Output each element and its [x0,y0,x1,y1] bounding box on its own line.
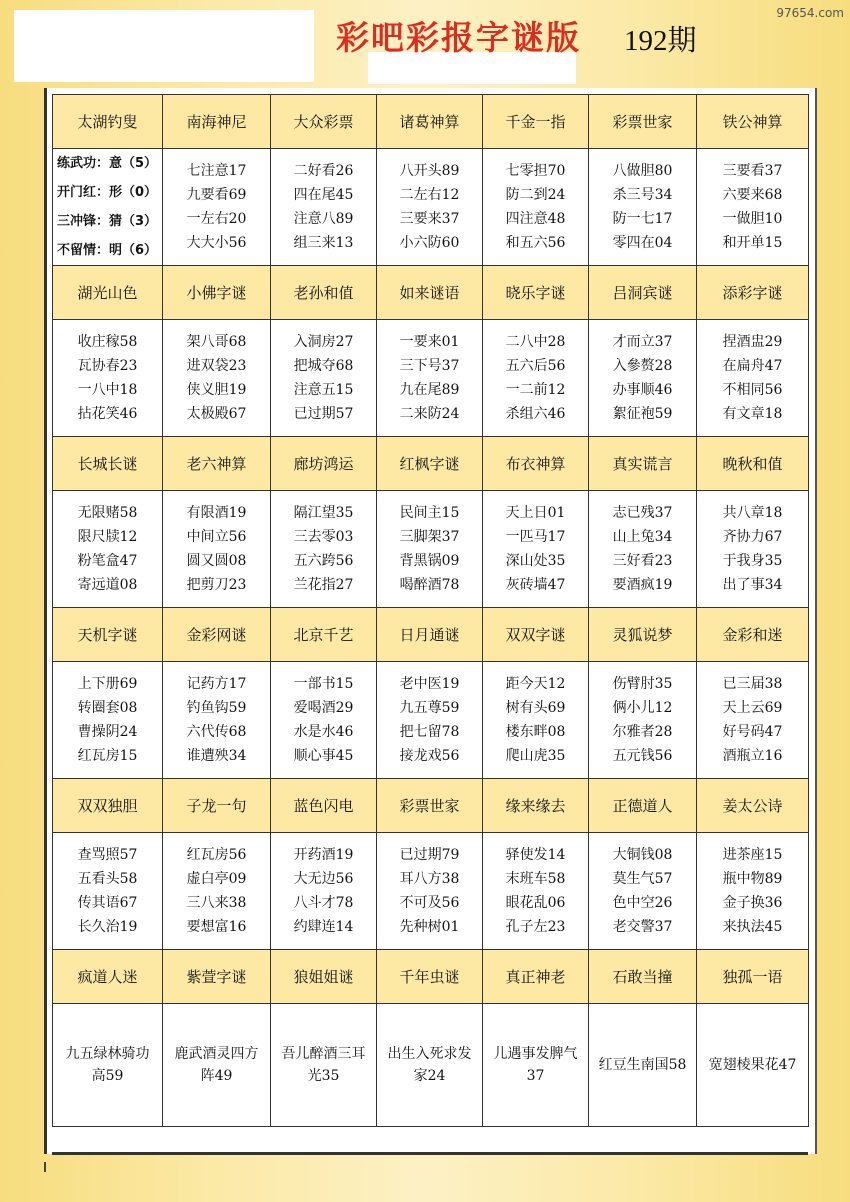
riddle-line: 民间主15 [399,505,460,521]
riddle-line: 有文章18 [722,406,783,422]
riddle-line: 零四在04 [612,235,673,251]
riddle-line: 红豆生南国58 [598,1057,687,1073]
column-name-cell: 正德道人 [589,779,697,833]
riddle-line: 限尺牍12 [77,529,138,545]
riddle-line: 查骂照57 [77,847,138,863]
column-name-cell: 北京千艺 [271,608,377,662]
riddle-line: 四在尾45 [293,187,354,203]
column-name-cell: 南海神尼 [163,95,271,149]
riddle-line: 办事顺46 [612,382,673,398]
riddle-line: 一做胆10 [722,211,783,227]
riddle-line: 吾儿醉酒三耳 [281,1046,366,1062]
riddle-line: 山上兔34 [612,529,673,545]
riddle-line: 大无边56 [293,871,354,887]
riddle-cell [53,149,163,266]
riddle-line: 灰砖墙47 [505,577,566,593]
riddle-line: 不可及56 [399,895,460,911]
riddle-line: 老交警37 [612,919,673,935]
riddle-cell [589,833,697,950]
riddle-line: 在扁舟47 [722,358,783,374]
riddle-line: 三好看23 [612,553,673,569]
riddle-line: 出生入死求发 [387,1046,472,1062]
riddle-line: 有限酒19 [186,505,247,521]
riddle-line: 七注意17 [186,163,247,179]
riddle-line: 约肆连14 [293,919,354,935]
table-bottom-rule [52,1152,808,1155]
section-header-row [53,950,809,1004]
riddle-cell [377,149,483,266]
riddle-line: 八斗才78 [293,895,354,911]
riddle-cell [53,320,163,437]
riddle-line: 楼东畔08 [505,724,566,740]
riddle-table [52,94,809,1127]
riddle-cell [271,833,377,950]
column-name-cell: 双双字谜 [483,608,589,662]
riddle-line: 末班车58 [505,871,566,887]
riddle-line: 五看头58 [77,871,138,887]
riddle-line: 大铜钱08 [612,847,673,863]
riddle-line: 注意五15 [293,382,354,398]
riddle-line: 太极殿67 [186,406,247,422]
column-name-cell: 晓乐字谜 [483,266,589,320]
column-name-cell: 金彩和迷 [697,608,809,662]
riddle-cell [483,833,589,950]
riddle-line: 无限赌58 [77,505,138,521]
riddle-cell [163,662,271,779]
riddle-line: 儿遇事发脾气 [493,1046,578,1062]
riddle-cell [163,320,271,437]
riddle-line: 瓦协春23 [77,358,138,374]
column-name-cell: 晚秋和值 [697,437,809,491]
riddle-line: 高59 [91,1068,124,1084]
riddle-line: 兰花指27 [293,577,354,593]
riddle-line: 拈花笑46 [77,406,138,422]
riddle-line: 耳八方38 [399,871,460,887]
riddle-line: 注意八89 [293,211,354,227]
frame-tick [44,1162,46,1172]
column-name-cell: 蓝色闪电 [271,779,377,833]
riddle-line: 已过期79 [399,847,460,863]
riddle-cell [377,1004,483,1127]
riddle-line: 开门红：形（0） [57,185,158,200]
riddle-line: 絮征袍59 [612,406,673,422]
column-name-cell: 疯道人迷 [53,950,163,1004]
riddle-line: 二八中28 [505,334,566,350]
riddle-line: 才而立37 [612,334,673,350]
riddle-line: 尔雅者28 [612,724,673,740]
riddle-line: 伤臂肘35 [612,676,673,692]
riddle-line: 眼花乱06 [505,895,566,911]
riddle-line: 二来防24 [399,406,460,422]
column-name-cell: 紫萱字谜 [163,950,271,1004]
riddle-line: 三八来38 [186,895,247,911]
riddle-cell [377,833,483,950]
riddle-line: 虚白亭09 [186,871,247,887]
riddle-cell [53,1004,163,1127]
riddle-line: 齐协力67 [722,529,783,545]
riddle-line: 二好看26 [293,163,354,179]
column-name-cell: 千金一指 [483,95,589,149]
column-name-cell: 彩票世家 [589,95,697,149]
section-body-row [53,491,809,608]
riddle-line: 八开头89 [399,163,460,179]
riddle-line: 爬山虎35 [505,748,566,764]
column-name-cell: 双双独胆 [53,779,163,833]
riddle-line: 于我身35 [722,553,783,569]
riddle-line: 侠义胆19 [186,382,247,398]
riddle-line: 色中空26 [612,895,673,911]
riddle-line: 五元钱56 [612,748,673,764]
column-name-cell: 老孙和值 [271,266,377,320]
riddle-line: 五六跨56 [293,553,354,569]
riddle-line: 组三来13 [293,235,354,251]
riddle-line: 志已残37 [612,505,673,521]
riddle-line: 天上云69 [722,700,783,716]
riddle-cell [53,491,163,608]
column-name-cell: 添彩字谜 [697,266,809,320]
column-name-cell: 石敢当撞 [589,950,697,1004]
riddle-line: 隔江望35 [293,505,354,521]
section-header-row [53,437,809,491]
riddle-line: 五六后56 [505,358,566,374]
riddle-cell [483,491,589,608]
riddle-cell [163,149,271,266]
riddle-line: 九五尊59 [399,700,460,716]
riddle-line: 粉笔盒47 [77,553,138,569]
riddle-line: 宽翅棱果花47 [708,1057,797,1073]
riddle-cell [483,1004,589,1127]
riddle-cell [483,320,589,437]
column-name-cell: 日月通谜 [377,608,483,662]
column-name-cell: 吕洞宾谜 [589,266,697,320]
riddle-cell [589,662,697,779]
riddle-line: 练武功：意（5） [57,156,158,171]
riddle-cell [53,833,163,950]
column-name-cell: 铁公神算 [697,95,809,149]
section-body-row [53,149,809,266]
riddle-line: 二左右12 [399,187,460,203]
riddle-line: 莫生气57 [612,871,673,887]
riddle-line: 圆又圆08 [186,553,247,569]
riddle-cell [589,1004,697,1127]
section-body-row [53,833,809,950]
riddle-line: 入洞房27 [293,334,354,350]
riddle-cell [163,491,271,608]
riddle-line: 37 [526,1068,545,1084]
column-name-cell: 独孤一语 [697,950,809,1004]
column-name-cell: 长城长谜 [53,437,163,491]
riddle-line: 背黑锅09 [399,553,460,569]
riddle-cell [483,662,589,779]
riddle-line: 已过期57 [293,406,354,422]
riddle-line: 孔子左23 [505,919,566,935]
riddle-line: 把七留78 [399,724,460,740]
riddle-line: 阵49 [200,1068,233,1084]
column-name-cell: 真实谎言 [589,437,697,491]
riddle-line: 大大小56 [186,235,247,251]
riddle-line: 曹操阴24 [77,724,138,740]
column-name-cell: 天机字谜 [53,608,163,662]
riddle-line: 一二前12 [505,382,566,398]
riddle-cell [589,320,697,437]
riddle-line: 已三届38 [722,676,783,692]
riddle-line: 顺心事45 [293,748,354,764]
riddle-line: 进茶座15 [722,847,783,863]
riddle-cell [697,662,809,779]
riddle-cell [697,491,809,608]
riddle-cell [589,491,697,608]
riddle-line: 爱喝酒29 [293,700,354,716]
riddle-line: 进双袋23 [186,358,247,374]
riddle-line: 水是水46 [293,724,354,740]
column-name-cell: 廊坊鸿运 [271,437,377,491]
riddle-line: 架八哥68 [186,334,247,350]
riddle-line: 转圈套08 [77,700,138,716]
riddle-line: 红瓦房56 [186,847,247,863]
riddle-line: 好号码47 [722,724,783,740]
riddle-line: 开药酒19 [293,847,354,863]
column-name-cell: 大众彩票 [271,95,377,149]
column-name-cell: 灵狐说梦 [589,608,697,662]
riddle-line: 瓶中物89 [722,871,783,887]
column-name-cell: 湖光山色 [53,266,163,320]
column-name-cell: 千年虫谜 [377,950,483,1004]
riddle-line: 三冲锋：猜（3） [57,214,158,229]
riddle-cell [377,662,483,779]
site-watermark: 97654.com [776,6,844,20]
riddle-line: 中间立56 [186,529,247,545]
blank-panel-left [14,10,314,82]
riddle-line: 杀组六46 [505,406,566,422]
riddle-line: 深山处35 [505,553,566,569]
riddle-cell [377,320,483,437]
section-header-row [53,266,809,320]
column-name-cell: 布衣神算 [483,437,589,491]
column-name-cell: 真正神老 [483,950,589,1004]
riddle-line: 和开单15 [722,235,783,251]
riddle-line: 接龙戏56 [399,748,460,764]
riddle-line: 记药方17 [186,676,247,692]
riddle-line: 红瓦房15 [77,748,138,764]
riddle-line: 八做胆80 [612,163,673,179]
riddle-line: 家24 [413,1068,446,1084]
column-name-cell: 老六神算 [163,437,271,491]
riddle-line: 防一七17 [612,211,673,227]
riddle-cell [271,320,377,437]
riddle-cell [53,662,163,779]
riddle-line: 驿使发14 [505,847,566,863]
riddle-line: 酒瓶立16 [722,748,783,764]
riddle-line: 不留情：明（6） [57,243,158,258]
riddle-line: 一八中18 [77,382,138,398]
riddle-line: 距今天12 [505,676,566,692]
riddle-line: 来执法45 [722,919,783,935]
riddle-line: 光35 [307,1068,340,1084]
riddle-line: 六代传68 [186,724,247,740]
riddle-cell [589,149,697,266]
riddle-line: 收庄稼58 [77,334,138,350]
column-name-cell: 缘来缘去 [483,779,589,833]
riddle-cell [483,149,589,266]
riddle-line: 入參赘28 [612,358,673,374]
riddle-line: 七零担70 [505,163,566,179]
riddle-line: 三去零03 [293,529,354,545]
riddle-line: 九在尾89 [399,382,460,398]
riddle-line: 把剪刀23 [186,577,247,593]
riddle-line: 长久治19 [77,919,138,935]
riddle-line: 老中医19 [399,676,460,692]
riddle-line: 传其语67 [77,895,138,911]
riddle-line: 不相同56 [722,382,783,398]
riddle-line: 三下号37 [399,358,460,374]
column-name-cell: 如来谜语 [377,266,483,320]
section-header-row [53,779,809,833]
riddle-line: 四注意48 [505,211,566,227]
column-name-cell: 狼姐姐谜 [271,950,377,1004]
riddle-line: 谁遭殃34 [186,748,247,764]
riddle-line: 鹿武酒灵四方 [174,1046,259,1062]
riddle-line: 钓鱼钩59 [186,700,247,716]
riddle-line: 一要来01 [399,334,460,350]
riddle-line: 小六防60 [399,235,460,251]
riddle-cell [271,662,377,779]
riddle-line: 九五绿林骑功 [65,1046,150,1062]
riddle-line: 三要来37 [399,211,460,227]
column-name-cell: 彩票世家 [377,779,483,833]
issue-number: 192期 [624,25,697,57]
riddle-line: 寄远道08 [77,577,138,593]
riddle-line: 一匹马17 [505,529,566,545]
riddle-cell [163,1004,271,1127]
section-header-row [53,608,809,662]
riddle-line: 要想富16 [186,919,247,935]
column-name-cell: 红枫字谜 [377,437,483,491]
riddle-cell [271,491,377,608]
riddle-line: 先种树01 [399,919,460,935]
riddle-line: 出了事34 [722,577,783,593]
riddle-cell [697,149,809,266]
riddle-line: 三要看37 [722,163,783,179]
column-name-cell: 金彩网谜 [163,608,271,662]
column-name-cell: 小佛字谜 [163,266,271,320]
riddle-line: 树有头69 [505,700,566,716]
riddle-line: 喝醉酒78 [399,577,460,593]
riddle-line: 六要来68 [722,187,783,203]
riddle-cell [377,491,483,608]
column-name-cell: 诸葛神算 [377,95,483,149]
section-body-row [53,320,809,437]
column-name-cell: 姜太公诗 [697,779,809,833]
column-name-cell: 子龙一句 [163,779,271,833]
riddle-line: 一左右20 [186,211,247,227]
riddle-line: 天上日01 [505,505,566,521]
section-body-row [53,1004,809,1127]
riddle-cell [271,149,377,266]
riddle-line: 把城夺68 [293,358,354,374]
section-header-row [53,95,809,149]
riddle-line: 和五六56 [505,235,566,251]
riddle-line: 上下册69 [77,676,138,692]
riddle-line: 防二到24 [505,187,566,203]
riddle-line: 九要看69 [186,187,247,203]
riddle-cell [697,833,809,950]
riddle-cell [271,1004,377,1127]
riddle-cell [697,1004,809,1127]
riddle-line: 捏酒盅29 [722,334,783,350]
riddle-line: 三脚架37 [399,529,460,545]
riddle-line: 金子换36 [722,895,783,911]
riddle-line: 杀三号34 [612,187,673,203]
riddle-line: 要酒疯19 [612,577,673,593]
riddle-cell [697,320,809,437]
column-name-cell: 太湖钓叟 [53,95,163,149]
riddle-line: 一部书15 [293,676,354,692]
section-body-row [53,662,809,779]
riddle-line: 俩小儿12 [612,700,673,716]
riddle-line: 共八章18 [722,505,783,521]
page-title: 彩吧彩报字谜版 [336,18,581,57]
riddle-cell [163,833,271,950]
